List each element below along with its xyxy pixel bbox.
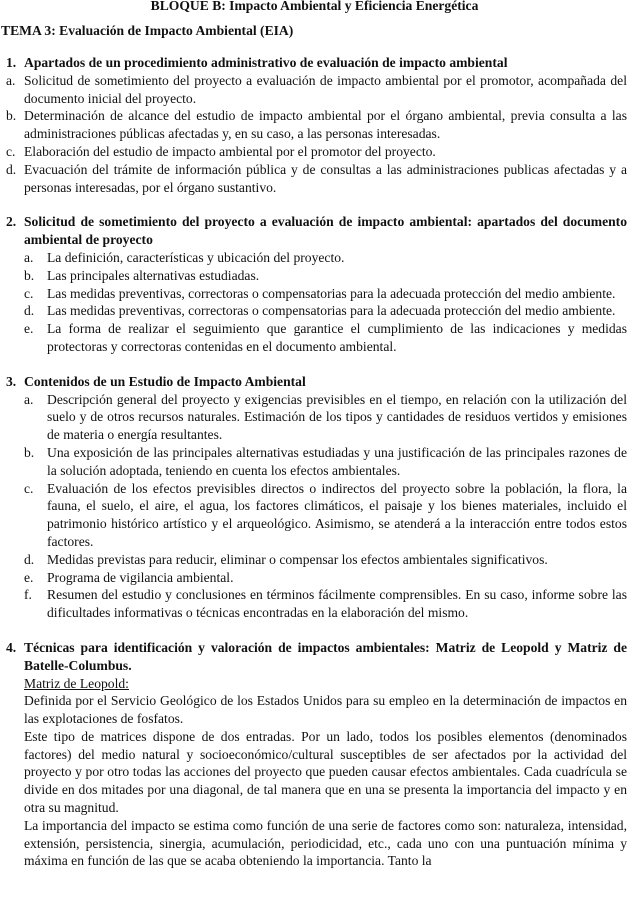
item-label: d. <box>24 303 35 319</box>
subheading: Matriz de Leopold: <box>24 675 129 691</box>
item-text: Descripción general del proyecto y exigencias previsibles en el tiempo, en relación con la utilización del suelo y de otros recursos naturales. Estimación de los tipos y cantidades de residuos vertidos y emisiones de materia o energía resultantes. <box>47 391 627 443</box>
section-number: 1. <box>6 55 17 70</box>
item-label: d. <box>6 161 17 177</box>
item-label: a. <box>24 391 34 407</box>
item-text: La forma de realizar el seguimiento que garantice el cumplimiento de las indicaciones y medidas protectoras y correctoras contenidas en el documento ambiental. <box>47 321 627 354</box>
list-item <box>24 391 627 444</box>
list-item <box>24 551 627 569</box>
item-text: Medidas previstas para reducir, eliminar o compensar los efectos ambientales significativos. <box>47 551 548 567</box>
item-text: Las medidas preventivas, correctoras o compensatorias para la adecuada protección del medio ambiente. <box>47 303 616 319</box>
section-title <box>6 54 627 72</box>
item-label: b. <box>24 267 35 283</box>
item-label: b. <box>24 444 35 460</box>
list-item <box>24 569 627 587</box>
list-item <box>24 267 627 285</box>
section-title-text: Contenidos de un Estudio de Impacto Ambiental <box>24 373 306 389</box>
item-label: a. <box>6 72 16 88</box>
section-title-text: Solicitud de sometimiento del proyecto a evaluación de impacto ambiental: apartados del documento ambiental de proyecto <box>24 214 627 248</box>
item-label: e. <box>24 569 34 585</box>
section-2 <box>6 213 627 355</box>
item-label: e. <box>24 321 34 337</box>
item-text: Resumen del estudio y conclusiones en términos fácilmente comprensibles. En su caso, informe sobre las dificultades informativas o técnicas encontradas en la elaboración del mismo. <box>47 587 627 621</box>
section-number: 3. <box>6 373 17 389</box>
item-text: Evaluación de los efectos previsibles directos o indirectos del proyecto sobre la población, la flora, la fauna, el suelo, el aire, el agua, los factores climáticos, el paisaje y los bienes materiales, incluido el patrimonio histórico artístico y el arqueológico. Asimismo, se atenderá a la interacción entre todos estos factores. <box>47 480 627 549</box>
item-label: c. <box>24 285 34 301</box>
list-item <box>24 444 627 480</box>
paragraph: Este tipo de matrices dispone de dos entradas. Por un lado, todos los posibles elementos (denominados factores) del medio natural y socioeconómico/cultural susceptibles de ser afectados por la actividad del proyecto y por otro todas las acciones del proyecto que pueden causar efectos ambientales. Cada cuadrícula se divide en dos mitades por una diagonal, de tal manera que en una se presenta la importancia del impacto y en otra su magnitud. <box>24 728 627 816</box>
list-item <box>6 72 627 108</box>
block-heading: BLOQUE B: Impacto Ambiental y Eficiencia Energética <box>150 0 479 13</box>
section-4 <box>6 639 627 870</box>
item-text: Determinación de alcance del estudio de impacto ambiental por el órgano ambiental, previa consulta a las administraciones públicas afectadas y, en su caso, a las personas interesadas. <box>24 108 627 142</box>
section-1 <box>6 54 627 196</box>
item-label: b. <box>6 108 17 124</box>
paragraph: Definida por el Servicio Geológico de los Estados Unidos para su empleo en la determinación de impactos en las explotaciones de fosfatos. <box>24 693 627 727</box>
item-label: c. <box>6 143 16 159</box>
list-item <box>6 143 627 161</box>
list-item <box>24 302 627 320</box>
section-title <box>6 213 627 249</box>
item-text: Solicitud de sometimiento del proyecto a evaluación de impacto ambiental por el promotor, acompañada del documento inicial del proyecto. <box>24 72 627 106</box>
section-title <box>6 639 627 675</box>
item-label: d. <box>24 551 35 567</box>
section-title-text: Técnicas para identificación y valoración de impactos ambientales: Matriz de Leopold y Matriz de Batelle-Columbus. <box>24 639 627 673</box>
document-body <box>6 54 627 887</box>
list-item <box>24 320 627 356</box>
item-label: c. <box>24 480 34 496</box>
paragraph: La importancia del impacto se estima como función de una serie de factores como son: naturaleza, intensidad, extensión, persistencia, sinergia, acumulación, periodicidad, etc., cada uno con una puntuación mínima y máxima en función de las que se acaba obteniendo la importancia. Tanto la <box>24 817 627 869</box>
topic-heading: TEMA 3: Evaluación de Impacto Ambiental (EIA) <box>1 23 294 38</box>
item-text: Las medidas preventivas, correctoras o compensatorias para la adecuada protección del medio ambiente. <box>47 285 616 301</box>
item-text: La definición, características y ubicación del proyecto. <box>47 249 345 265</box>
section-number: 2. <box>6 214 17 230</box>
section-3 <box>6 373 627 622</box>
item-text: Una exposición de las principales alternativas estudiadas y una justificación de las principales razones de la solución adoptada, teniendo en cuenta los efectos ambientales. <box>47 444 627 478</box>
section-title-text: Apartados de un procedimiento administrativo de evaluación de impacto ambiental <box>24 55 508 70</box>
item-text: Evacuación del trámite de información pública y de consultas a las administraciones publicas afectadas y a personas interesadas, por el órgano sustantivo. <box>24 161 627 195</box>
section-title <box>6 373 627 391</box>
list-item <box>6 107 627 143</box>
item-label: f. <box>24 587 32 603</box>
section-body <box>24 675 627 871</box>
item-text: Programa de vigilancia ambiental. <box>47 569 234 585</box>
item-text: Elaboración del estudio de impacto ambiental por el promotor del proyecto. <box>24 143 436 159</box>
list-item <box>6 161 627 197</box>
list-item <box>24 480 627 551</box>
list-item <box>24 285 627 303</box>
list-item <box>24 249 627 267</box>
item-text: Las principales alternativas estudiadas. <box>47 267 260 283</box>
item-label: a. <box>24 249 34 265</box>
list-item <box>24 586 627 622</box>
section-number: 4. <box>6 639 17 655</box>
